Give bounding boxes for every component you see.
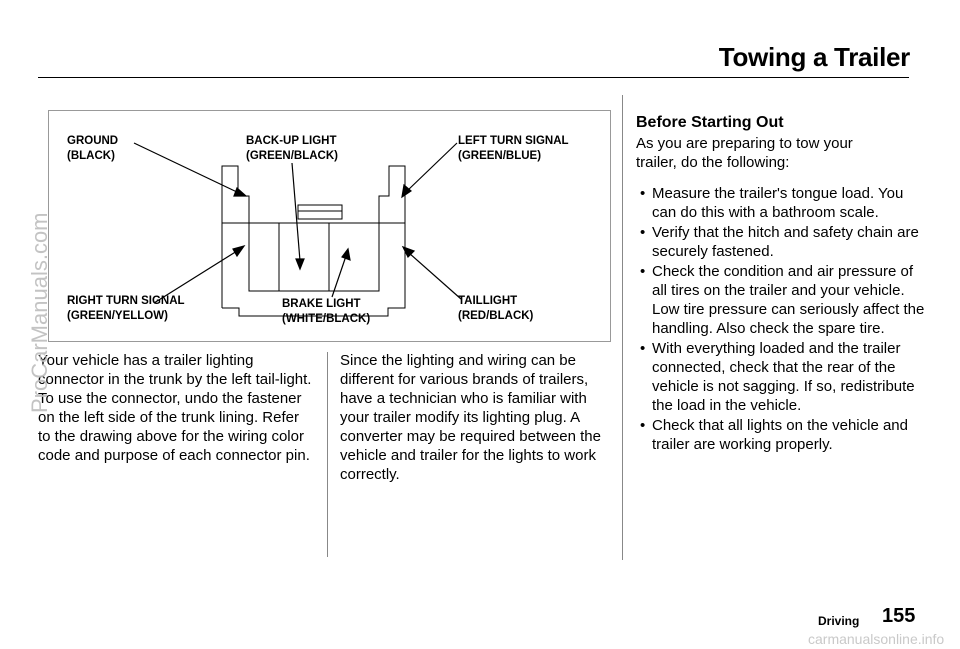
arrow-backup <box>296 259 304 269</box>
checklist-item: • Check the condition and air pressure of all tires on the trailer and your vehicle. Low tire pressure can seriously affect the handling. Also check the spare tire. <box>640 262 930 338</box>
column-divider-right <box>622 95 623 560</box>
column-1-text <box>38 351 313 465</box>
checklist <box>640 184 930 455</box>
watermark-bottom: carmanualsonline.info <box>808 631 945 647</box>
connector-diagram <box>48 110 611 342</box>
label-taillight: TAILLIGHT (RED/BLACK) <box>458 295 534 322</box>
column-2-paragraph: Since the lighting and wiring can be different for various brands of trailers, have a technician who is familiar with your trailer modify its lighting plug. A converter may be required between the vehicle and trailer for the lights to work correctly. <box>340 352 601 483</box>
section-heading: Before Starting Out <box>636 114 784 131</box>
footer-section-name: Driving <box>818 614 860 628</box>
center-key <box>298 205 342 219</box>
leader-left-turn <box>407 143 457 191</box>
leader-ground <box>134 143 239 193</box>
arrow-left-turn <box>402 185 411 197</box>
leader-taillight <box>409 253 461 299</box>
column-divider-left <box>327 352 328 557</box>
watermark-side: ProCarManuals.com <box>27 212 52 413</box>
title-rule <box>38 77 909 78</box>
checklist-item: • Check that all lights on the vehicle and trailer are working properly. <box>640 416 930 454</box>
label-brake-light: BRAKE LIGHT (WHITE/BLACK) <box>282 298 371 325</box>
column-1-paragraph: Your vehicle has a trailer lighting connector in the trunk by the left tail-light. To use the connector, undo the fastener on the left side of the trunk lining. Refer to the drawing above for the wiring color code and purpose of each connector pin. <box>38 352 312 464</box>
arrow-brake <box>342 249 350 260</box>
checklist-item: • With everything loaded and the trailer connected, check that the rear of the vehicle is not sagging. If so, redistribute the load in the vehicle. <box>640 339 930 415</box>
column-2-text <box>340 351 610 484</box>
arrow-right-turn <box>233 246 244 256</box>
connector-outline <box>222 166 405 316</box>
page-number: 155 <box>882 605 916 627</box>
column-3-intro: As you are preparing to tow your trailer, do the following: <box>636 135 853 171</box>
arrow-ground <box>234 188 246 196</box>
checklist-item: • Verify that the hitch and safety chain are securely fastened. <box>640 223 930 261</box>
leader-backup <box>292 163 300 261</box>
label-ground: GROUND (BLACK) <box>67 135 119 162</box>
checklist-item: • Measure the trailer's tongue load. You can do this with a bathroom scale. <box>640 184 930 222</box>
label-right-turn-signal: RIGHT TURN SIGNAL (GREEN/YELLOW) <box>67 295 185 322</box>
label-backup-light: BACK-UP LIGHT (GREEN/BLACK) <box>246 135 338 162</box>
page-title: Towing a Trailer <box>718 42 910 72</box>
label-left-turn-signal: LEFT TURN SIGNAL (GREEN/BLUE) <box>458 135 569 162</box>
